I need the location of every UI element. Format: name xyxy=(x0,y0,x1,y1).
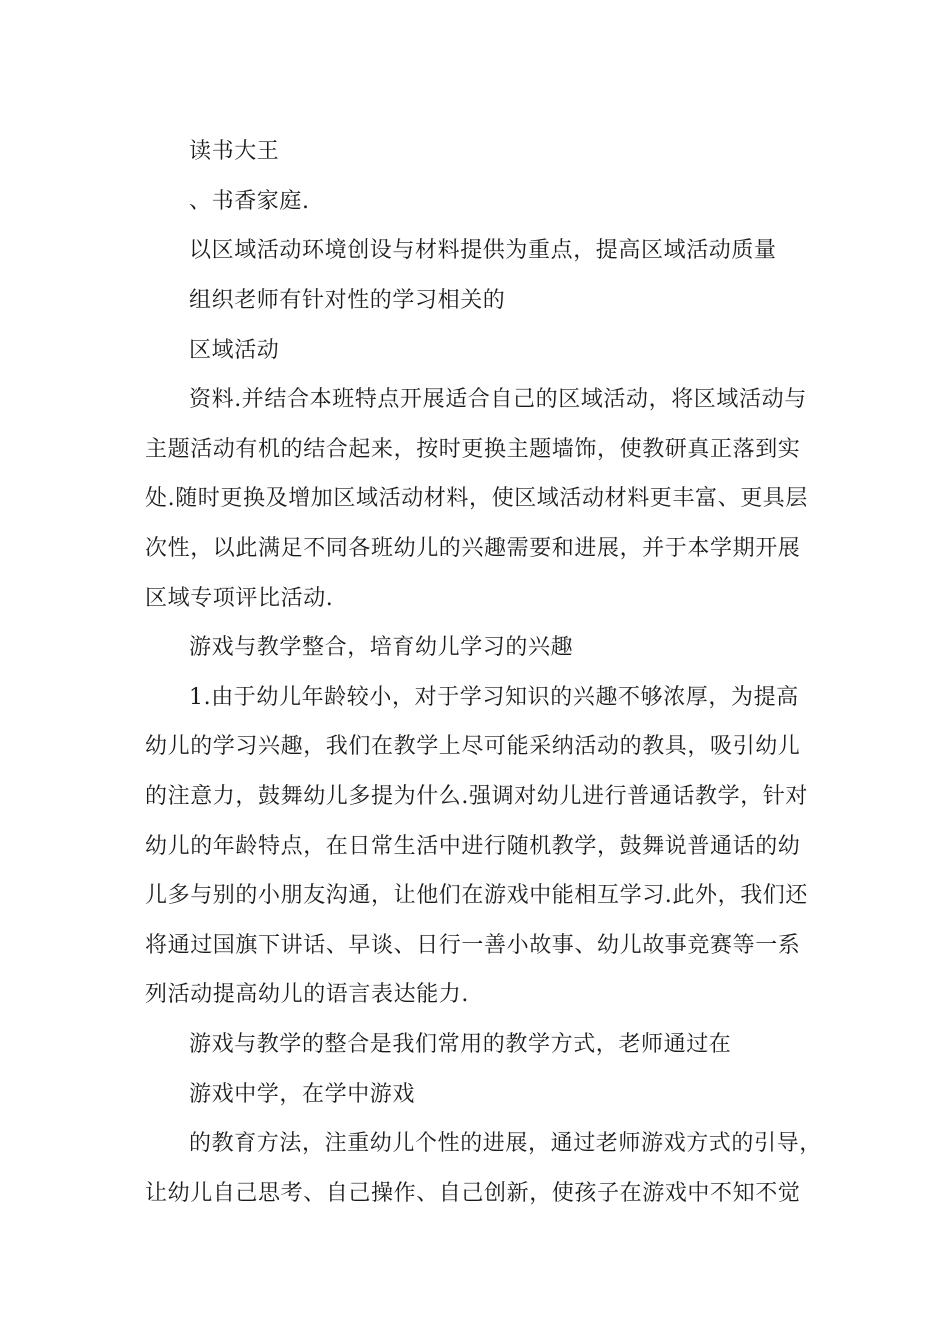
text-line: 列活动提高幼儿的语言表达能力. xyxy=(145,982,469,1007)
text-line: 资料.并结合本班特点开展适合自己的区域活动，将区域活动与 xyxy=(189,387,807,412)
text-line: 儿多与别的小朋友沟通，让他们在游戏中能相互学习.此外，我们还 xyxy=(145,883,808,908)
text-line: 的注意力，鼓舞幼儿多提为什么.强调对幼儿进行普通话教学，针对 xyxy=(145,784,808,809)
text-line: 幼儿的学习兴趣，我们在教学上尽可能采纳活动的教具，吸引幼儿 xyxy=(145,734,801,759)
text-line: 游戏与教学的整合是我们常用的教学方式，老师通过在 xyxy=(189,1032,732,1057)
text-line: 以区域活动环境创设与材料提供为重点，提高区域活动质量 xyxy=(189,238,777,263)
text-line: 幼儿的年龄特点，在日常生活中进行随机教学，鼓舞说普通话的幼 xyxy=(145,834,801,859)
text-line: 将通过国旗下讲话、早谈、日行一善小故事、幼儿故事竞赛等一系 xyxy=(145,933,801,958)
text-line: 、书香家庭. xyxy=(189,189,310,214)
text-line: 读书大王 xyxy=(189,139,280,164)
text-line: 的教育方法，注重幼儿个性的进展，通过老师游戏方式的引导， xyxy=(189,1131,822,1156)
text-line: 让幼儿自己思考、自己操作、自己创新，使孩子在游戏中不知不觉 xyxy=(145,1181,801,1206)
text-line: 次性，以此满足不同各班幼儿的兴趣需要和进展，并于本学期开展 xyxy=(145,536,801,561)
text-line: 区域专项评比活动. xyxy=(145,586,334,611)
text-line: 组织老师有针对性的学习相关的 xyxy=(189,288,506,313)
text-line: 主题活动有机的结合起来，按时更换主题墙饰，使教研真正落到实 xyxy=(145,437,801,462)
text-line: 游戏与教学整合，培育幼儿学习的兴趣 xyxy=(189,635,574,660)
text-line: 1.由于幼儿年龄较小，对于学习知识的兴趣不够浓厚，为提高 xyxy=(189,685,799,710)
text-line: 处.随时更换及增加区域活动材料，使区域活动材料更丰富、更具层 xyxy=(145,486,808,511)
text-line: 游戏中学，在学中游戏 xyxy=(189,1082,416,1107)
text-line: 区域活动 xyxy=(189,338,280,363)
